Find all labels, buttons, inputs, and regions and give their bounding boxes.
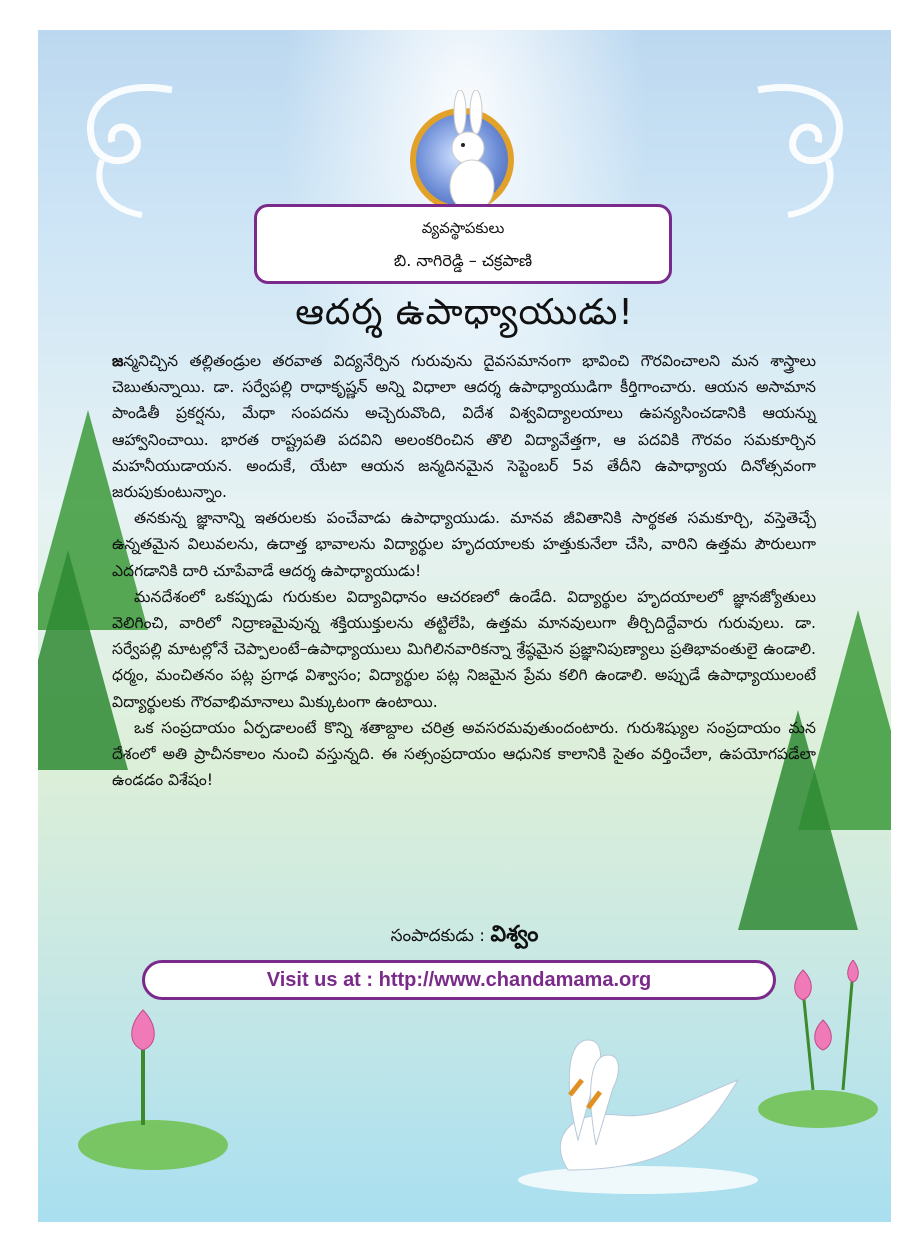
paragraph-1: జన్మనిచ్చిన తల్లితండ్రుల తరవాత విద్యనేర్పిన గురువును దైవసమానంగా భావించి గౌరవించాలని మన శాస్త్రాలు చెబుతున్నాయి. డా. సర్వేపల్లి రాధాకృష్ణన్ అన్ని విధాలా ఆదర్శ ఉపాధ్యాయుడిగా కీర్తిగాంచారు. ఆయన అసామాన పాండితీ ప్రకర్షను, మేధా సంపదను అచ్చెరువొంది, విదేశ విశ్వవిద్యాలయాలు ఉపన్యసించడానికి ఆయన్ను ఆహ్వానించాయి. భారత రాష్ట్రపతి పదవిని అలంకరించిన తొలి విద్యావేత్తగా, ఆ పదవికి గౌరవం సమకూర్చిన మహనీయుడాయన. అందుకే, యేటా ఆయన జన్మదినమైన సెప్టెంబర్ 5వ తేదీని ఉపాధ్యాయ దినోత్సవంగా జరుపుకుంటున్నాం.: [112, 352, 816, 502]
editor-label: సంపాదకుడు :: [390, 926, 486, 946]
editor-credit: [38, 922, 891, 952]
founders-label: వ్యవస్థాపకులు: [421, 219, 505, 237]
article-title: ఆదర్శ ఉపాధ్యాయుడు!: [295, 292, 634, 333]
swirl-ornament-right: [748, 70, 868, 220]
website-link[interactable]: Visit us at : http://www.chandamama.org: [142, 960, 776, 1000]
founders-box: [254, 204, 672, 284]
rabbit-icon: [430, 90, 510, 220]
magazine-page: [38, 30, 891, 1222]
swans-illustration: [508, 1020, 768, 1200]
lily-pad-right: [758, 1090, 878, 1128]
lotus-buds-icon: [783, 960, 873, 1090]
paragraph-2: తనకున్న జ్ఞానాన్ని ఇతరులకు పంచేవాడు ఉపాధ్యాయుడు. మానవ జీవితానికి సార్థకత సమకూర్చి, వస్తెతెచ్చే ఉన్నతమైన విలువలను, ఉదాత్త భావాలను విద్యార్థుల హృదయాలకు హత్తుకునేలా చేసి, వారిని ఉత్తమ పౌరులుగా ఎదగడానికి దారి చూపేవాడే ఆదర్శ ఉపాధ్యాయుడు!: [112, 509, 816, 580]
lily-pad-left: [78, 1120, 228, 1170]
swirl-ornament-left: [62, 70, 182, 220]
drop-cap: జ: [112, 352, 124, 370]
lotus-flower-icon: [118, 1005, 168, 1125]
founders-names: బి. నాగిరెడ్డి – చక్రపాణి: [393, 251, 533, 270]
article-body: [112, 348, 816, 793]
paragraph-4: ఒక సంప్రదాయం ఏర్పడాలంటే కొన్ని శతాబ్దాల చరిత్ర అవసరమవుతుందంటారు. గురుశిష్యుల సంప్రదాయం మన దేశంలో అతి ప్రాచీనకాలం నుంచి వస్తున్నది. ఈ సత్సంప్రదాయం ఆధునిక కాలానికి సైతం వర్తించేలా, ఉపయోగపడేలా ఉండడం విశేషం!: [112, 718, 816, 790]
editor-name: విశ్వం: [490, 922, 539, 947]
paragraph-3: మనదేశంలో ఒకప్పుడు గురుకుల విద్యావిధానం ఆచరణలో ఉండేది. విద్యార్థుల హృదయాలలో జ్ఞానజ్యోతులు వెలిగించి, వారిలో నిద్రాణమైవున్న శక్తియుక్తులను తట్టిలేపి, ఉత్తమ మానవులుగా తీర్చిదిద్దేవారు గురువులు. డా. సర్వేపల్లి మాటల్లోనే చెప్పాలంటే–ఉపాధ్యాయులు మిగిలినవారికన్నా శ్రేష్ఠమైన ప్రజ్ఞానిపుణ్యాలు ప్రతిభావంతులై ఉండాలి. ధర్మం, మంచితనం పట్ల ప్రగాఢ విశ్వాసం; విద్యార్థుల పట్ల నిజమైన ప్రేమ కలిగి ఉండాలి. అప్పుడే ఉపాధ్యాయులంటే విద్యార్థులకు గౌరవాభిమానాలు మిక్కుటంగా ఉంటాయి.: [112, 587, 816, 711]
